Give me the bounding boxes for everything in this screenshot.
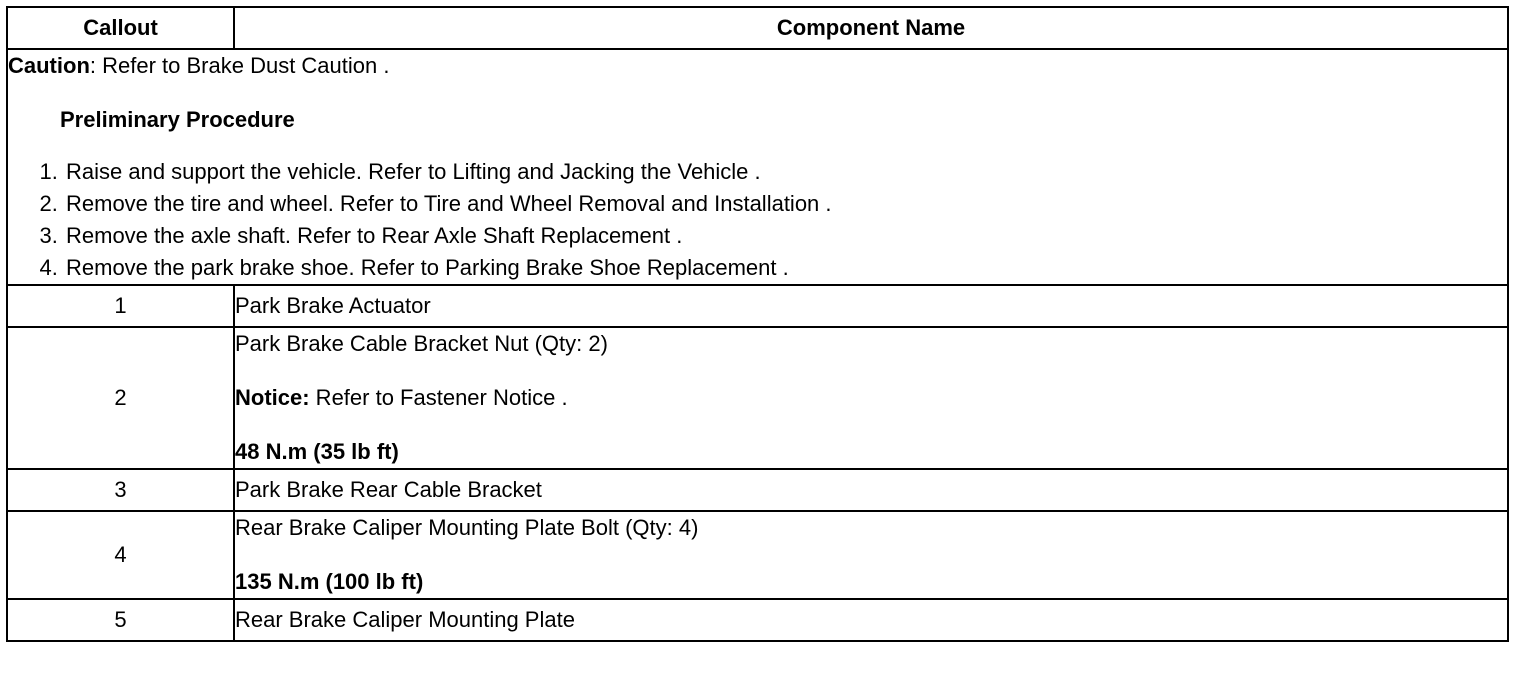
- caution-text: : Refer to Brake Dust Caution .: [89, 53, 390, 78]
- notice-label: Notice:: [235, 385, 310, 410]
- notice-line: [235, 382, 1507, 414]
- callout-number: 1: [7, 285, 234, 327]
- caution-line: [8, 50, 1507, 82]
- torque-value: 135 N.m (100 lb ft): [235, 569, 424, 594]
- component-name: Rear Brake Caliper Mounting Plate: [234, 599, 1508, 641]
- component-cell: [234, 511, 1508, 599]
- component-name: Park Brake Cable Bracket Nut (Qty: 2): [235, 331, 608, 356]
- caution-label: Caution: [8, 53, 90, 78]
- table-row: [7, 469, 1508, 511]
- component-name: Rear Brake Caliper Mounting Plate Bolt (Qty: 4): [235, 515, 699, 540]
- callout-number: 5: [7, 599, 234, 641]
- step-2: 2. Remove the tire and wheel. Refer to Tire and Wheel Removal and Installation .: [64, 188, 1507, 220]
- notice-text: Refer to Fastener Notice .: [309, 385, 568, 410]
- component-name-header: Component Name: [234, 7, 1508, 49]
- step-1: 1. Raise and support the vehicle. Refer to Lifting and Jacking the Vehicle .: [64, 156, 1507, 188]
- table-row: [7, 599, 1508, 641]
- torque-spec: [235, 436, 1507, 468]
- torque-spec: [235, 566, 1507, 598]
- step-4: 4. Remove the park brake shoe. Refer to Parking Brake Shoe Replacement .: [64, 252, 1507, 284]
- procedure-table: [6, 6, 1509, 642]
- callout-header: Callout: [7, 7, 234, 49]
- callout-number: 2: [7, 327, 234, 469]
- callout-number: 4: [7, 511, 234, 599]
- preliminary-steps-list: [8, 156, 1507, 284]
- intro-row: [7, 49, 1508, 285]
- preliminary-procedure-title: Preliminary Procedure: [60, 107, 295, 132]
- component-name: Park Brake Rear Cable Bracket: [234, 469, 1508, 511]
- table-row: [7, 327, 1508, 469]
- component-name: Park Brake Actuator: [234, 285, 1508, 327]
- header-row: [7, 7, 1508, 49]
- table-row: [7, 511, 1508, 599]
- step-3: 3. Remove the axle shaft. Refer to Rear Axle Shaft Replacement .: [64, 220, 1507, 252]
- table-row: [7, 285, 1508, 327]
- callout-number: 3: [7, 469, 234, 511]
- torque-value: 48 N.m (35 lb ft): [235, 439, 399, 464]
- intro-cell: [7, 49, 1508, 285]
- component-cell: [234, 327, 1508, 469]
